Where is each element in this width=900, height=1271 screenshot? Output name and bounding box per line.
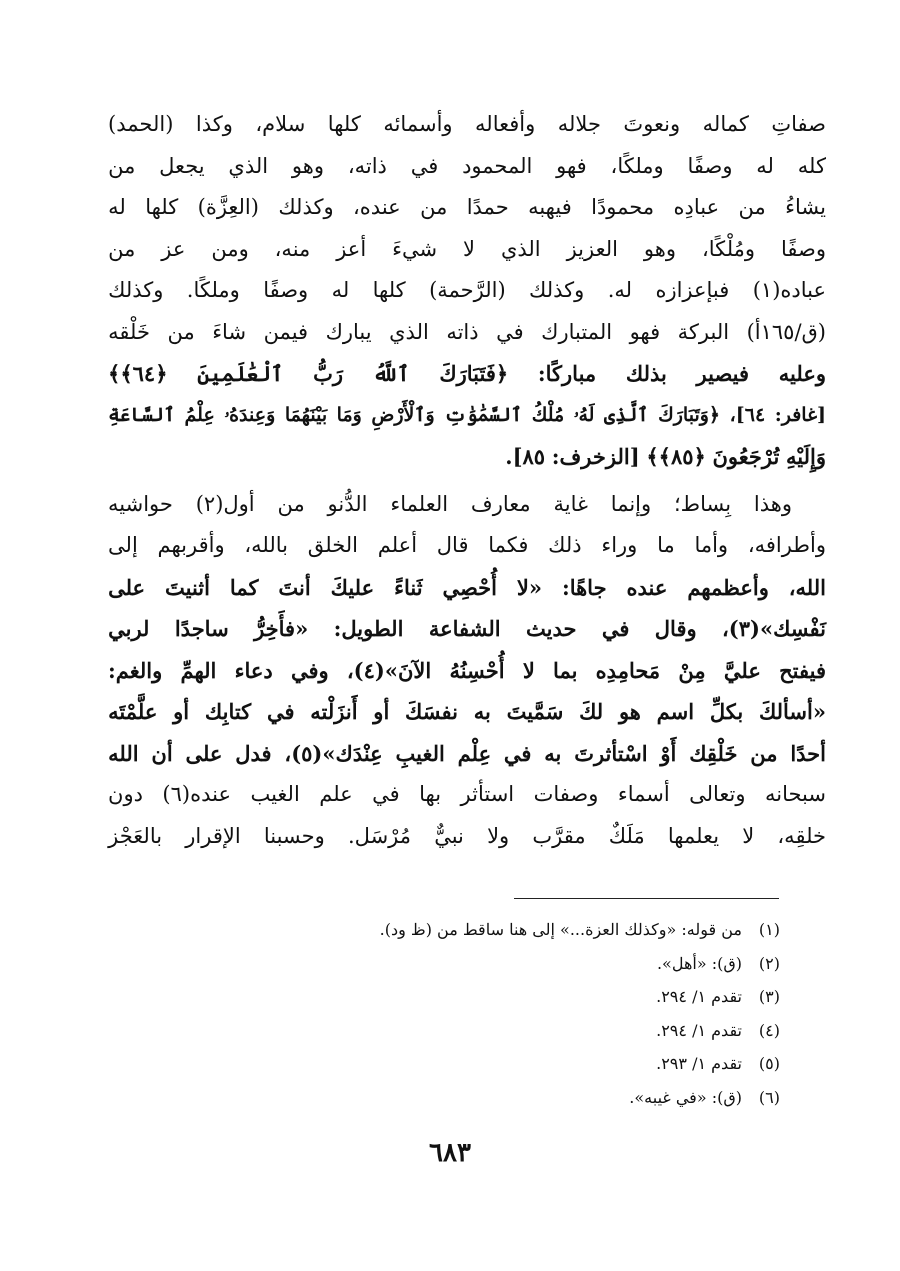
- word: من: [738, 195, 766, 219]
- word: من: [108, 153, 136, 178]
- word: نبيٌّ: [434, 823, 464, 848]
- word: وَمَا: [336, 403, 362, 426]
- word: أول(٢): [195, 491, 255, 516]
- text-line: [108, 104, 826, 146]
- word: أو: [173, 699, 190, 724]
- main-text: [108, 104, 826, 857]
- word: أو: [373, 699, 390, 724]
- word: وهذا: [753, 491, 792, 516]
- word: وصفًا: [263, 278, 309, 302]
- word: عز: [161, 236, 186, 261]
- word: سبحانه: [765, 782, 826, 806]
- word: على: [185, 740, 223, 766]
- word: في: [601, 616, 630, 641]
- word: عنده،: [353, 195, 401, 219]
- word: وعليه: [778, 361, 826, 386]
- word: لكَ: [579, 699, 604, 724]
- word: عِلْمُ: [184, 403, 215, 426]
- word: شيءَ: [392, 236, 438, 261]
- word: والغم:: [108, 657, 163, 683]
- word: الشفاعة: [428, 616, 501, 641]
- word: إلى: [108, 533, 138, 557]
- word: ﴿وَتَبَارَكَ: [658, 403, 721, 426]
- word: العزيز: [566, 236, 618, 261]
- word: بكلِّ: [709, 699, 744, 724]
- word: خَلْقِك: [689, 740, 738, 766]
- word: (الرَّحمة): [429, 278, 506, 302]
- word: «أسألكَ: [758, 699, 826, 724]
- page-number: ٦٨٣: [429, 1138, 471, 1168]
- word: الله: [108, 740, 139, 766]
- text-line: [108, 353, 826, 395]
- text-line: [108, 733, 826, 775]
- word: جاهًا:: [561, 574, 607, 600]
- word: هو: [618, 699, 641, 724]
- word: خَلْقه: [108, 319, 150, 344]
- word: حمدًا: [466, 195, 509, 219]
- word: فكما: [488, 533, 529, 557]
- word: بالعَجْز: [108, 823, 163, 848]
- word: الهمِّ: [180, 657, 217, 683]
- word: كلها: [372, 278, 406, 302]
- word: أثنيتَ: [165, 574, 210, 600]
- word: كله: [797, 153, 826, 178]
- word: من: [420, 195, 448, 219]
- text-line: [108, 567, 826, 609]
- word: ومن: [211, 236, 249, 261]
- word: علَّمْتَه: [108, 699, 158, 724]
- word: لا: [742, 823, 755, 848]
- word: دعاء: [234, 657, 273, 683]
- word: ٦٤]،: [729, 403, 766, 426]
- word: صفاتِ: [771, 112, 826, 136]
- word: على: [108, 574, 146, 600]
- word: وراء: [601, 533, 638, 557]
- footnote-number: (٣): [758, 987, 780, 1006]
- word: ومُلْكًا،: [701, 236, 756, 261]
- word: وصفات: [533, 782, 599, 806]
- word: كما: [229, 574, 259, 600]
- footnotes: [300, 913, 780, 1114]
- footnote-text: تقدم ١/ ٢٩٣.: [656, 1054, 742, 1073]
- word: يعلمها: [667, 823, 720, 848]
- footnote-number: (٦): [758, 1087, 780, 1107]
- word: يبارك: [325, 319, 372, 344]
- word: [غافر:: [774, 403, 826, 426]
- word: من: [108, 236, 136, 261]
- footnote: [300, 913, 780, 947]
- word: ﴿فَتَبَارَكَ: [439, 361, 509, 386]
- word: بذلك: [625, 361, 667, 386]
- word: لربي: [108, 616, 150, 641]
- word: كماله: [702, 112, 749, 136]
- text-line: [108, 525, 826, 567]
- word: وأعظمهم: [687, 574, 769, 600]
- word: المحمود: [462, 153, 533, 178]
- word: به: [473, 699, 491, 724]
- word: أنتَ: [278, 574, 311, 600]
- word: له: [756, 153, 774, 178]
- footnote: [300, 1014, 780, 1048]
- word: في: [372, 782, 400, 806]
- word: جلاله: [557, 112, 601, 136]
- word: فيمن: [263, 319, 309, 344]
- footnote-number: (٤): [758, 1020, 780, 1040]
- word: وصفًا: [781, 236, 826, 261]
- word: الذي: [228, 153, 269, 178]
- word: فدل: [235, 740, 272, 766]
- word: فبإعزازه: [655, 278, 730, 302]
- word: عنده: [626, 574, 668, 600]
- word: وَعِندَهُۥ: [224, 403, 276, 426]
- word: حديث: [525, 616, 577, 641]
- word: ولا: [487, 823, 510, 848]
- word: وَٱلْأَرْضِ: [371, 403, 435, 426]
- footnote-text: تقدم ١/ ٢٩٤.: [656, 1020, 742, 1040]
- word: وقال: [654, 616, 697, 641]
- footnote-number: (٢): [758, 953, 780, 973]
- word: بما: [553, 657, 578, 683]
- word: مَحامِدِه: [595, 657, 661, 683]
- text-line: [108, 146, 826, 188]
- word: وملكًا،: [610, 153, 664, 178]
- word: عبادِه: [673, 195, 720, 219]
- footnote: [300, 947, 780, 981]
- word: مِنْ: [678, 657, 706, 683]
- word: معارف: [470, 491, 531, 516]
- word: سَمَّيتَ: [506, 699, 564, 724]
- word: ساجدًا: [174, 616, 229, 641]
- word: «لا: [516, 574, 543, 600]
- word: الله،: [788, 574, 826, 600]
- word: عليَّ: [723, 657, 761, 683]
- word: أُحْسِنُهُ: [449, 657, 505, 683]
- word: وفي: [290, 657, 329, 683]
- word: أُحْصِي: [442, 574, 497, 600]
- word: من: [750, 740, 778, 766]
- word: تُرْجَعُونَ: [712, 444, 780, 469]
- word: في: [266, 699, 295, 724]
- word: العلماء: [390, 491, 449, 516]
- word: مُرْسَل.: [347, 823, 411, 848]
- word: بها: [419, 782, 442, 806]
- word: غاية: [553, 491, 588, 516]
- word: به: [544, 740, 562, 766]
- word: بالله،: [244, 533, 289, 557]
- text-line: [108, 774, 826, 816]
- text-line: [108, 816, 826, 858]
- word: وكذا: [195, 112, 233, 136]
- word: لا: [522, 657, 535, 683]
- footnote-number: (١): [758, 920, 780, 939]
- word: عباده(١): [752, 278, 826, 302]
- word: عنده(٦): [162, 782, 231, 806]
- word: وأقربهم: [157, 533, 225, 557]
- word: «فأَخِرُّ: [254, 616, 309, 641]
- word: فيهبه: [528, 195, 572, 219]
- word: فهو: [556, 153, 587, 178]
- word: ٨٥].: [505, 444, 546, 469]
- word: الذي: [500, 236, 541, 261]
- footnote-text: من قوله: «وكذلك العزة...» إلى هنا ساقط من (ظ ود).: [379, 920, 742, 939]
- text-line: [108, 187, 826, 229]
- word: من: [167, 319, 195, 344]
- word: بَيْنَهُمَا: [284, 403, 328, 426]
- word: ذاته: [446, 319, 479, 344]
- word: وكذلك: [278, 195, 334, 219]
- word: شاءَ: [212, 319, 247, 344]
- word: وتعالى: [689, 782, 746, 806]
- word: وإنما: [610, 491, 652, 516]
- word: (الحمد): [108, 112, 174, 136]
- text-line: [108, 270, 826, 312]
- word: الطويل:: [333, 616, 404, 641]
- footnote: [300, 1081, 780, 1115]
- word: عِنْدَك»(٥)،: [284, 740, 383, 766]
- word: نَفْسِك»(٣)،: [722, 616, 826, 641]
- word: أَنزَلْته: [310, 699, 358, 724]
- word: وأما: [694, 533, 729, 557]
- word: كتابِك: [204, 699, 252, 724]
- footnote-text: تقدم ١/ ٢٩٤.: [656, 987, 742, 1006]
- word: وصفًا: [687, 153, 733, 178]
- footnote-divider: [514, 898, 779, 899]
- word: مباركًا:: [537, 361, 597, 386]
- word: كلها: [145, 195, 179, 219]
- word: لَهُۥ: [573, 403, 595, 426]
- word: علم: [319, 782, 353, 806]
- word: ٱلَّذِى: [604, 403, 649, 426]
- word: في: [410, 153, 439, 178]
- word: ونعوتَ: [623, 112, 681, 136]
- word: ذاته،: [347, 153, 387, 178]
- word: رَبُّ: [313, 361, 343, 386]
- word: أسماء: [617, 782, 670, 806]
- word: الإقرار: [185, 823, 241, 848]
- word: فيصير: [696, 361, 750, 386]
- word: أن: [151, 740, 173, 766]
- text-line: [108, 229, 826, 271]
- word: الغيب: [250, 782, 300, 806]
- footnote: [300, 1047, 780, 1081]
- word: ﴿٦٤﴾﴾: [108, 361, 168, 386]
- word: ﴿٨٥﴾﴾: [646, 444, 706, 469]
- word: مقرَّب: [532, 823, 586, 848]
- word: وملكًا.: [186, 278, 240, 302]
- word: وأفعاله: [475, 112, 536, 136]
- word: كلها: [327, 112, 361, 136]
- word: وَإِلَيْهِ: [786, 444, 826, 469]
- word: وهو: [291, 153, 324, 178]
- footnote: [300, 980, 780, 1014]
- word: يشاءُ: [785, 195, 826, 219]
- word: ثَناءً: [394, 574, 423, 600]
- word: سلام،: [255, 112, 306, 136]
- word: (ق/١٦٥أ): [746, 319, 826, 344]
- word: في: [496, 319, 524, 344]
- text-line: [108, 650, 826, 692]
- word: فيفتح: [779, 657, 826, 683]
- word: البركة: [677, 319, 730, 344]
- word: منه،: [274, 236, 311, 261]
- footnote-number: (٥): [758, 1054, 780, 1073]
- text-line: [108, 312, 826, 354]
- word: وهو: [643, 236, 676, 261]
- word: وكذلك: [529, 278, 585, 302]
- word: يجعل: [159, 153, 205, 178]
- word: أحدًا: [790, 740, 826, 766]
- word: لا: [463, 236, 476, 261]
- word: اسم: [656, 699, 695, 724]
- word: مُلْكُ: [531, 403, 565, 426]
- word: اسْتأثرتَ: [574, 740, 648, 766]
- word: أَوْ: [660, 740, 677, 766]
- word: من: [277, 491, 305, 516]
- word: وأسمائه: [383, 112, 453, 136]
- word: في: [503, 740, 532, 766]
- word: محمودًا: [591, 195, 655, 219]
- word: مَلَكٌ: [608, 823, 645, 848]
- word: ٱلسَّمَٰوَٰتِ: [444, 403, 523, 426]
- word: بِساط؛: [674, 491, 732, 516]
- word: ما: [657, 533, 675, 557]
- word: (العِزَّة): [197, 195, 259, 219]
- word: الخلق: [307, 533, 359, 557]
- footnote-text: (ق): «أهل».: [656, 953, 742, 973]
- word: ٱللَّهُ: [372, 361, 410, 386]
- word: له: [108, 195, 126, 219]
- word: ٱلْعَٰلَمِينَ: [197, 361, 284, 386]
- text-line: [108, 395, 826, 437]
- text-line: [108, 608, 826, 650]
- word: الذي: [389, 319, 429, 344]
- text-line: [108, 436, 826, 478]
- word: وحسبنا: [263, 823, 325, 848]
- word: عِلْم: [457, 740, 492, 766]
- word: ٱلسَّاعَةِ: [108, 403, 175, 426]
- text-line: [108, 484, 826, 526]
- word: حواشيه: [108, 491, 173, 516]
- word: وكذلك: [108, 278, 164, 302]
- word: دون: [108, 782, 143, 806]
- word: قال: [436, 533, 469, 557]
- text-line: [108, 691, 826, 733]
- word: الدُّنو: [327, 491, 368, 516]
- word: الآنَ»(٤)،: [346, 657, 432, 683]
- word: نفسَكَ: [405, 699, 458, 724]
- footnote-text: (ق): «في غيبه».: [629, 1087, 742, 1107]
- word: له.: [607, 278, 633, 302]
- word: خلقِه،: [777, 823, 826, 848]
- word: وأطرافه،: [747, 533, 826, 557]
- word: أعلم: [377, 533, 418, 557]
- word: الغيبِ: [395, 740, 445, 766]
- word: أعز: [336, 236, 367, 261]
- word: عليكَ: [330, 574, 375, 600]
- word: فهو: [629, 319, 661, 344]
- word: [الزخرف:: [551, 444, 640, 469]
- word: المتبارك: [541, 319, 613, 344]
- word: استأثر: [460, 782, 515, 806]
- word: له: [331, 278, 350, 302]
- word: ذلك: [548, 533, 582, 557]
